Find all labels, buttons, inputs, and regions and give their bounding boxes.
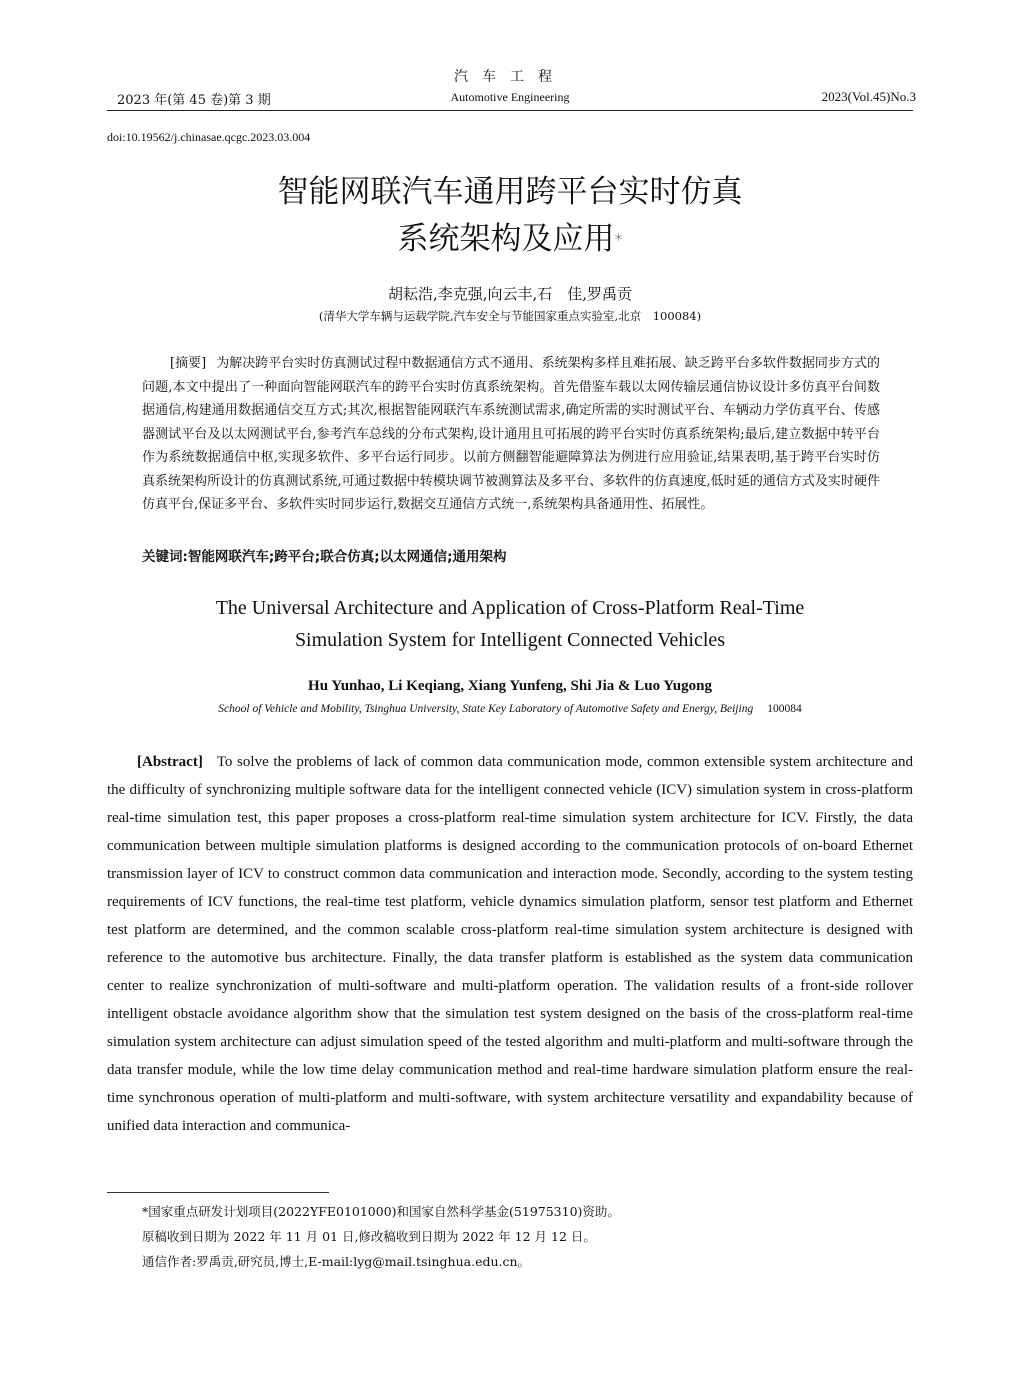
authors-en: Hu Yunhao, Li Keqiang, Xiang Yunfeng, Shi Jia & Luo Yugong xyxy=(308,678,712,694)
paper-title-en xyxy=(0,592,1020,656)
abstract-en-label: [Abstract] xyxy=(137,754,203,770)
title-cn-line2-text: 系统架构及应用 xyxy=(397,221,615,257)
abstract-cn xyxy=(142,352,880,517)
footnote-divider xyxy=(107,1192,329,1193)
title-cn-line1: 智能网联汽车通用跨平台实时仿真 xyxy=(277,174,743,210)
affiliation-en-zip: 100084 xyxy=(767,703,802,715)
footnote-received-dates: 原稿收到日期为 2022 年 11 月 01 日,修改稿收到日期为 2022 年 12 月 12 日。 xyxy=(142,1229,596,1244)
footnote-corresponding-author: 通信作者:罗禹贡,研究员,博士,E-mail:lyg@mail.tsinghua.edu.cn。 xyxy=(142,1254,531,1269)
abstract-cn-body: 为解决跨平台实时仿真测试过程中数据通信方式不通用、系统架构多样且难拓展、缺乏跨平台多软件数据同步方式的问题,本文中提出了一种面向智能网联汽车的跨平台实时仿真系统架构。首先借鉴车载以太网传输层通信协议设计多仿真平台间数据通信,构建通用数据通信交互方式;其次,根据智能网联汽车系统测试需求,确定所需的实时测试平台、车辆动力学仿真平台、传感器测试平台及以太网测试平台,参考汽车总线的分布式架构,设计通用且可拓展的跨平台实时仿真系统架构;最后,建立数据中转平台作为系统数据通信中枢,实现多软件、多平台运行同步。以前方侧翻智能避障算法为例进行应用验证,结果表明,基于跨平台实时仿真系统架构所设计的仿真测试系统,可通过数据中转模块调节被测算法及多平台、多软件的仿真速度,低时延的通信方式及实时硬件仿真平台,保证多平台、多软件实时同步运行,数据交互通信方式统一,系统架构具备通用性、拓展性。 xyxy=(142,356,880,512)
issue-info-en: 2023(Vol.45)No.3 xyxy=(821,89,916,104)
footnote-funding: *国家重点研发计划项目(2022YFE0101000)和国家自然科学基金(51975310)资助。 xyxy=(142,1204,620,1219)
abstract-en xyxy=(107,748,913,1140)
authors-cn: 胡耘浩,李克强,向云丰,石 佳,罗禹贡 xyxy=(387,285,633,303)
doi[interactable]: doi:10.19562/j.chinasae.qcgc.2023.03.004 xyxy=(107,130,311,144)
title-en-line1: The Universal Architecture and Application of Cross-Platform Real-Time xyxy=(215,597,805,619)
title-en-line2: Simulation System for Intelligent Connected Vehicles xyxy=(294,629,726,651)
issue-info-cn: 2023 年(第 45 卷)第 3 期 xyxy=(117,93,271,108)
journal-title-cn: 汽车工程 xyxy=(454,69,566,85)
paper-title-cn xyxy=(0,169,1020,263)
keywords-cn: 关键词:智能网联汽车;跨平台;联合仿真;以太网通信;通用架构 xyxy=(142,549,507,565)
abstract-en-body: To solve the problems of lack of common data communication mode, common extensible system architecture and the difficulty of synchronizing multiple software data for the intelligent connected vehicle (ICV) simulation system in cross-platform real-time simulation test, this paper proposes a cross-platform real-time simulation system architecture for ICV. Firstly, the data communication between multiple simulation platforms is designed according to the communication protocols of on-board Ethernet transmission layer of ICV to construct common data communication and interaction mode. Secondly, according to the system testing requirements of ICV functions, the real-time test platform, vehicle dynamics simulation platform, sensor test platform and Ethernet test platform are determined, and the common scalable cross-platform real-time simulation system architecture is designed with reference to the automotive bus architecture. Finally, the data transfer platform is established as the system data communication center to realize synchronization of multi-software and multi-platform operation. The validation results of a front-side rollover intelligent obstacle avoidance algorithm show that the simulation test system designed on the basis of the cross-platform real-time simulation system architecture can adjust simulation speed of the tested algorithm and multi-platform and multi-software through the data transfer module, while the low time delay communication method and real-time hardware simulation platform ensure the real-time synchronous operation of multi-platform and multi-software, with system architecture versatility and expandability because of unified data interaction and communica- xyxy=(107,754,913,1134)
title-cn-line2 xyxy=(0,216,1020,263)
header-divider xyxy=(107,110,913,111)
funding-footnote-mark: * xyxy=(614,230,623,249)
affiliation-en xyxy=(0,703,1020,715)
abstract-cn-label: [摘要] xyxy=(170,356,207,371)
journal-title-en: Automotive Engineering xyxy=(450,90,570,104)
affiliation-cn: (清华大学车辆与运载学院,汽车安全与节能国家重点实验室,北京 100084) xyxy=(318,309,702,323)
affiliation-en-text: School of Vehicle and Mobility, Tsinghua University, State Key Laboratory of Automotive Safety and Energy, Beijing xyxy=(218,703,754,715)
